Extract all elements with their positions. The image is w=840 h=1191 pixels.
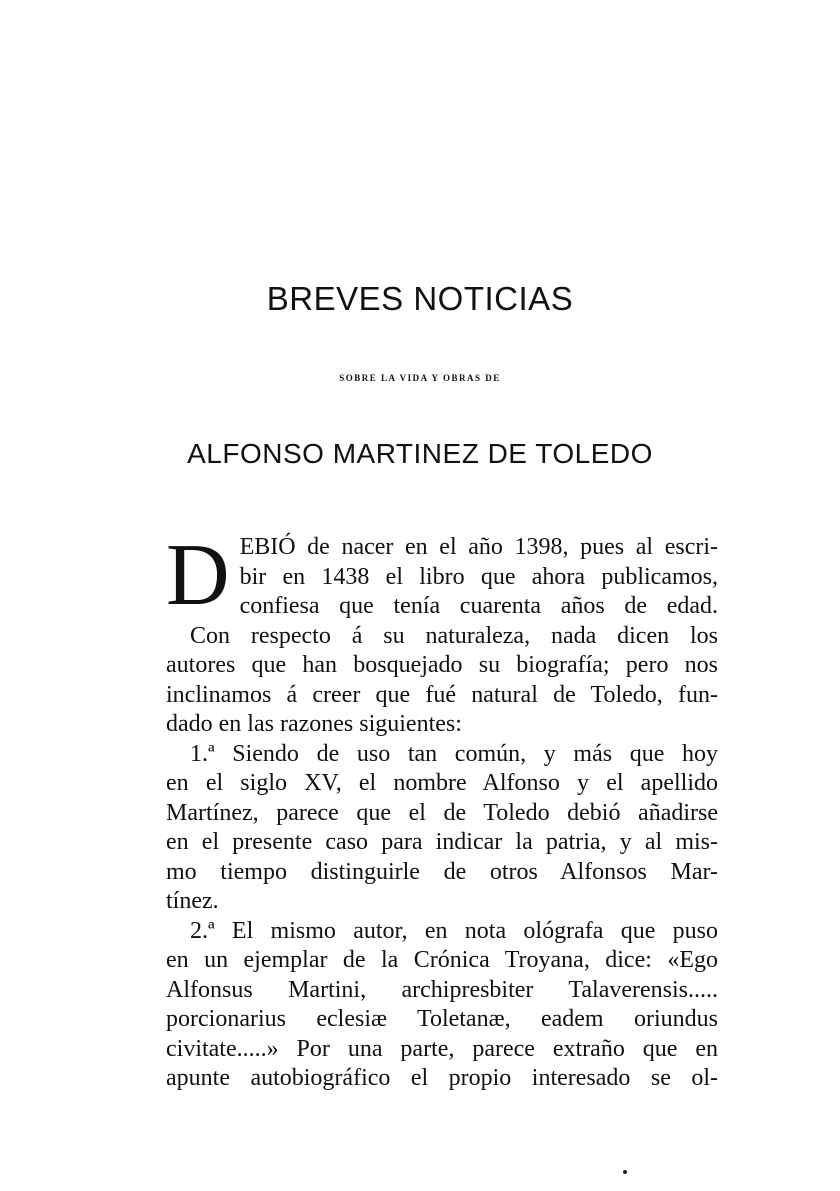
text-line: 2.ª El mismo autor, en nota ológrafa que puso: [190, 917, 718, 944]
text-line: inclinamos á creer que fué natural de Toledo, fun-: [166, 681, 718, 708]
first-paragraph: [166, 527, 718, 624]
text-line: mo tiempo distinguirle de otros Alfonsos Mar-: [166, 858, 718, 885]
text-line: dado en las razones siguientes:: [166, 711, 462, 737]
text-line: apunte autobiográfico el propio interesado se ol-: [166, 1065, 718, 1091]
text-line: porcionarius eclesiæ Toletanæ, eadem oriundus: [166, 1006, 718, 1032]
text-line: Martínez, parece que el de Toledo debió añadirse: [166, 799, 718, 826]
text-line: bir en 1438 el libro que ahora publicamos,: [239, 563, 718, 590]
text-line: Con respecto á su naturaleza, nada dicen los: [190, 622, 718, 649]
text-line: Alfonsus Martini, archipresbiter Talaverensis.....: [166, 976, 718, 1003]
drop-cap: D: [166, 527, 230, 624]
page-title: BREVES NOTICIAS: [266, 280, 574, 317]
text-line: civitate.....» Por una parte, parece extraño que en: [166, 1035, 718, 1062]
text-line: en el siglo XV, el nombre Alfonso y el apellido: [166, 770, 718, 796]
author-heading: ALFONSO MARTINEZ DE TOLEDO: [187, 438, 653, 469]
text-line: 1.ª Siendo de uso tan común, y más que hoy: [190, 740, 718, 767]
text-line: autores que han bosquejado su biografía; pero nos: [166, 652, 718, 678]
text-line: en el presente caso para indicar la patria, y al mis-: [166, 829, 718, 855]
body-text: [166, 527, 718, 1094]
text-line: en un ejemplar de la Crónica Troyana, dice: «Ego: [166, 947, 718, 973]
text-line: confiesa que tenía cuarenta años de edad.: [239, 593, 718, 619]
page-mark: [623, 1170, 627, 1174]
subtitle: SOBRE LA VIDA Y OBRAS DE: [339, 373, 501, 383]
text-line: EBIÓ de nacer en el año 1398, pues al escri-: [239, 534, 718, 560]
text-line: tínez.: [166, 888, 219, 914]
